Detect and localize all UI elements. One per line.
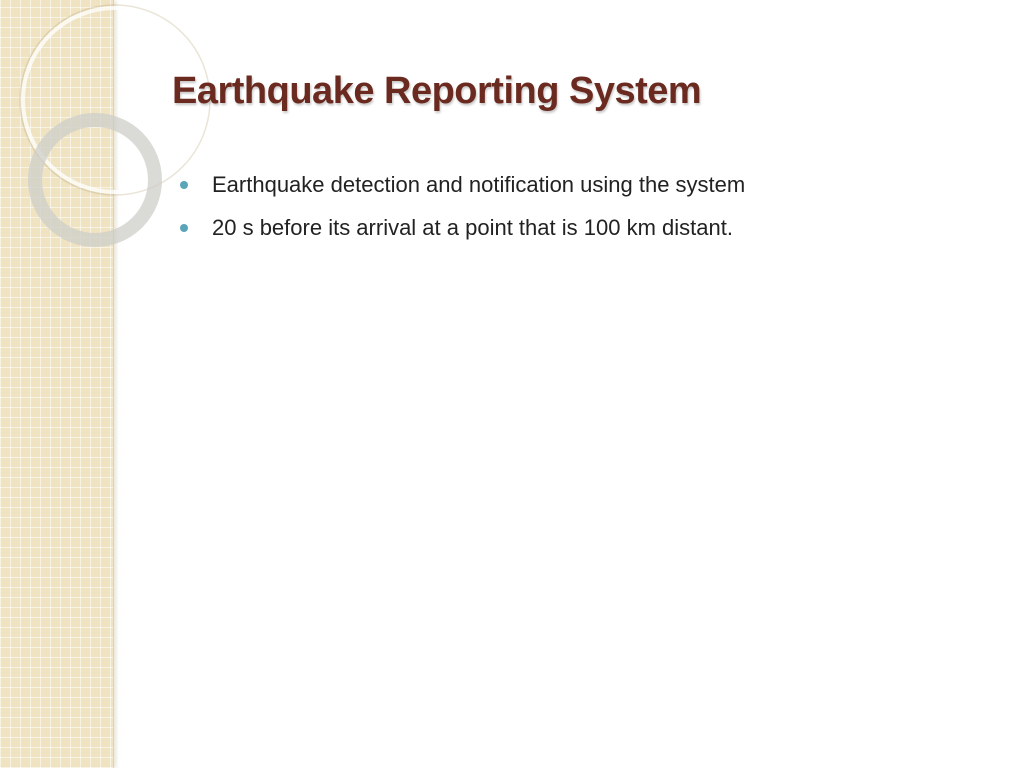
slide-title: Earthquake Reporting System xyxy=(172,70,702,112)
bullet-dot-icon xyxy=(180,181,188,189)
bullet-text: Earthquake detection and notification using the system xyxy=(212,172,746,197)
bullet-item xyxy=(180,168,745,211)
bullet-item xyxy=(180,211,745,254)
bullet-text: 20 s before its arrival at a point that is 100 km distant. xyxy=(212,215,733,240)
bullet-dot-icon xyxy=(180,224,188,232)
decorative-side-panel xyxy=(0,0,114,768)
bullet-list xyxy=(180,168,745,254)
